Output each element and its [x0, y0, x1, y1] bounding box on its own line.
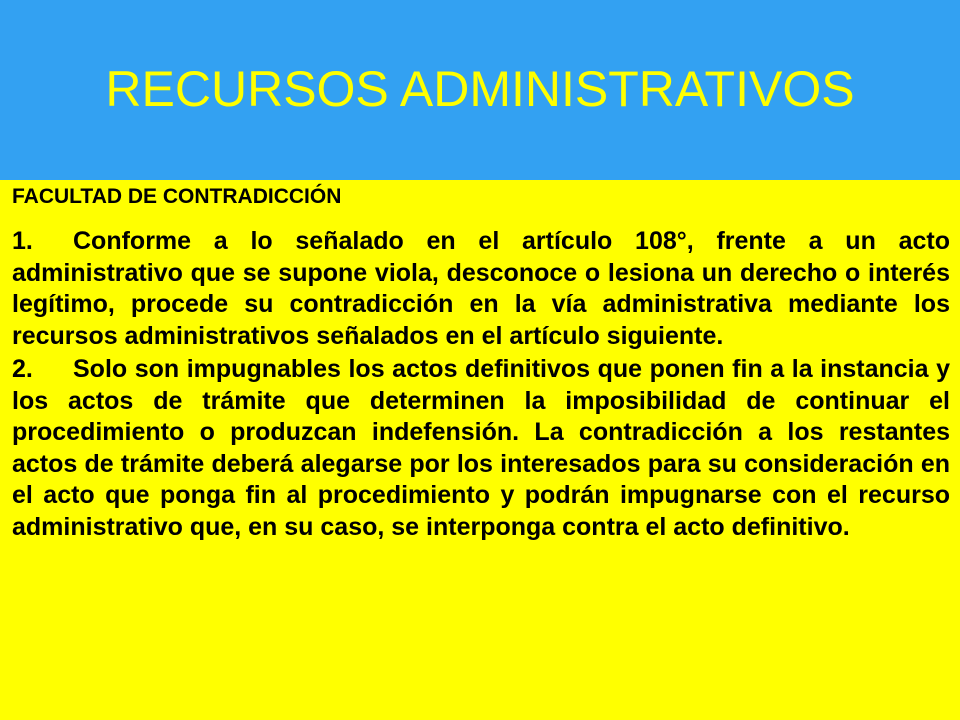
paragraph-2-text: Solo son impugnables los actos definitivos que ponen fin a la instancia y los actos de trámite que determinen la imposibilidad de continuar el procedimiento o produzcan indefensión. La contradicción a los restantes actos de trámite deberá alegarse por los interesados para su consideración en el acto que ponga fin al procedimiento y podrán impugnarse con el recurso administrativo que, en su caso, se interponga contra el acto definitivo.: [12, 355, 950, 541]
title-band: [0, 0, 960, 180]
paragraph-1-text: Conforme a lo señalado en el artículo 108°, frente a un acto administrativo que se supone viola, desconoce o lesiona un derecho o interés legítimo, procede su contradicción en la vía administrativa mediante los recursos administrativos señalados en el artículo siguiente.: [12, 227, 950, 350]
paragraph-2: [12, 354, 950, 543]
paragraph-1: [12, 226, 950, 352]
slide-title: RECURSOS ADMINISTRATIVOS: [105, 61, 855, 117]
section-heading: FACULTAD DE CONTRADICCIÓN: [12, 185, 342, 208]
paragraph-2-number: 2.: [12, 355, 33, 383]
paragraph-1-number: 1.: [12, 227, 33, 255]
slide-body: [12, 182, 950, 545]
